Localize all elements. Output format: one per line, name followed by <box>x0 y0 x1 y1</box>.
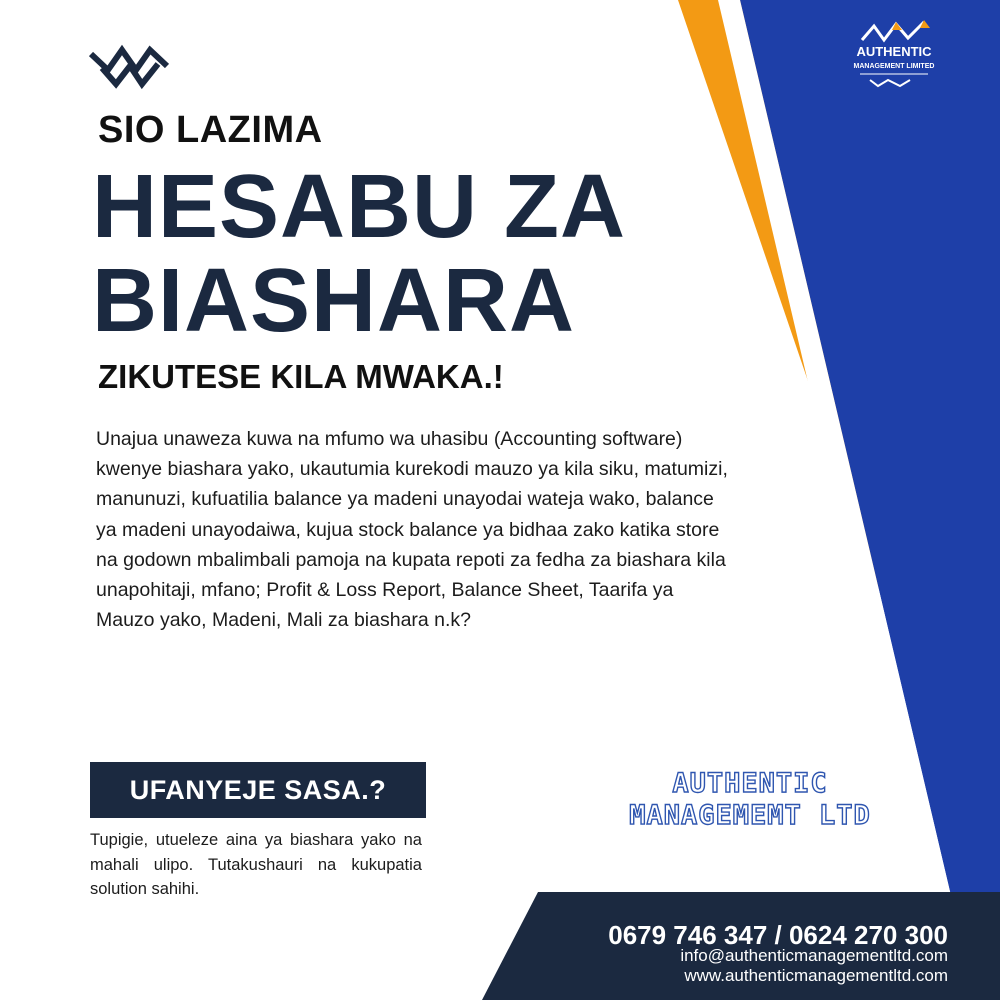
company-name-line2: MANAGEMEMT LTD <box>629 800 871 831</box>
company-name <box>560 768 940 832</box>
headline-sub: ZIKUTESE KILA MWAKA.! <box>98 358 504 395</box>
brand-badge-line1: AUTHENTIC <box>856 44 932 59</box>
headline-main-line1: HESABU ZA <box>92 157 627 257</box>
brand-badge <box>848 18 940 90</box>
authentic-arrows-icon <box>848 18 940 90</box>
double-chevron-w-logo-icon <box>88 40 170 90</box>
brand-badge-line2: MANAGEMENT LIMITED <box>853 63 935 70</box>
footer-phone[interactable]: 0679 746 347 / 0624 270 300 <box>608 920 948 950</box>
headline-main <box>92 157 627 351</box>
headline-small: SIO LAZIMA <box>98 109 323 151</box>
company-name-line1: AUTHENTIC <box>672 768 828 799</box>
cta-heading: UFANYEJE SASA.? <box>90 762 426 818</box>
headline-main-line2: BIASHARA <box>92 251 576 351</box>
footer-website[interactable]: www.authenticmanagementltd.com <box>684 966 948 985</box>
cta-text: Tupigie, utueleze aina ya biashara yako na mahali ulipo. Tutakushauri na kukupatia solution sahihi. <box>90 831 422 898</box>
blue-band <box>740 0 1000 900</box>
body-paragraph: Unajua unaweza kuwa na mfumo wa uhasibu (Accounting software) kwenye biashara yako, ukautumia kurekodi mauzo ya kila siku, matumizi, manunuzi, kufuatilia balance ya madeni unayodai wateja wako, balance ya madeni unayodaiwa, kujua stock balance ya bidhaa zako katika store na godown mbalimbali pamoja na kupata repoti za fedha za biashara kila unapohitaji, mfano; Profit & Loss Report, Balance Sheet, Taarifa ya Mauzo yako, Madeni, Mali za biashara n.k? <box>96 428 728 632</box>
footer-email[interactable]: info@authenticmanagementltd.com <box>680 946 948 965</box>
